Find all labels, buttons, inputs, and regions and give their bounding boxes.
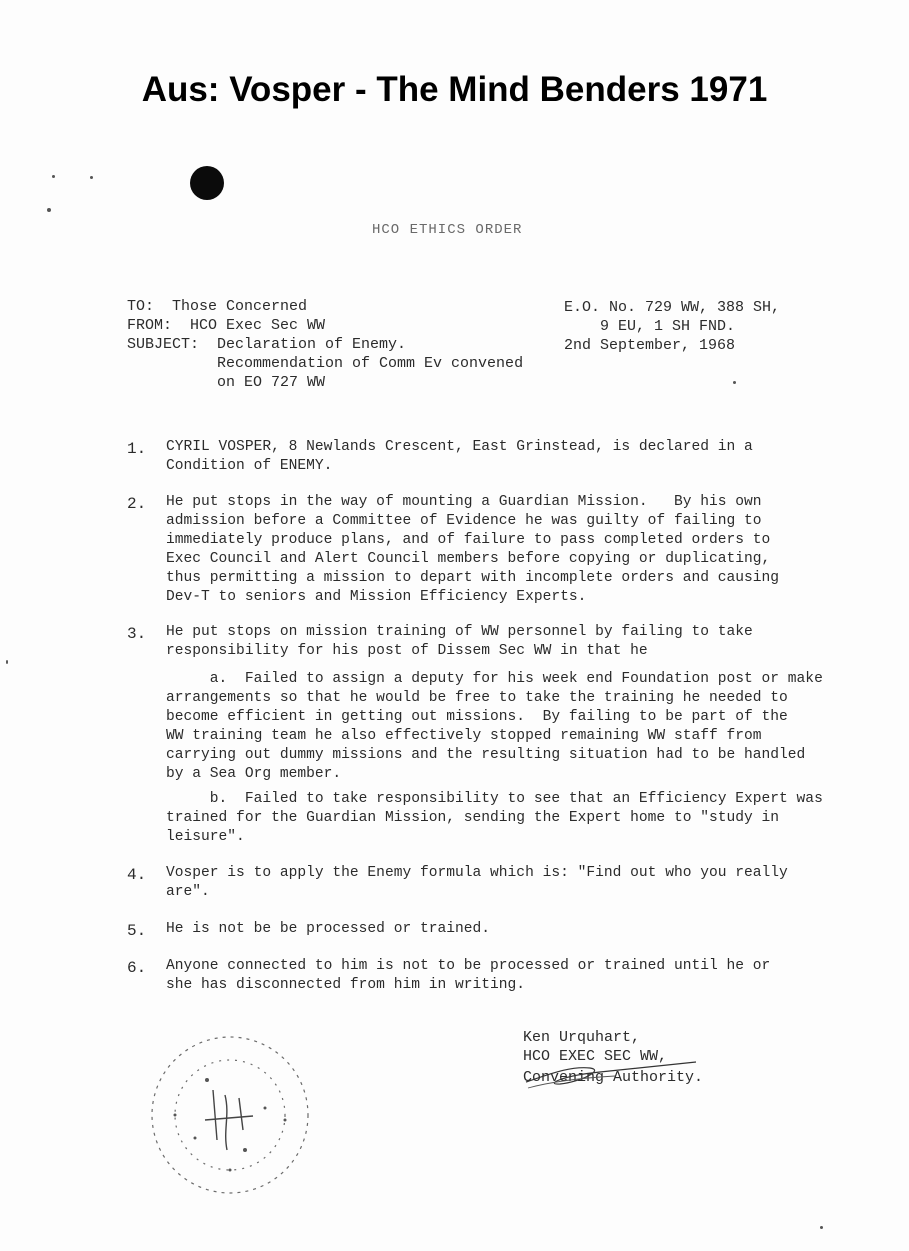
paragraph-number: 3. xyxy=(127,625,147,643)
memo-header-left xyxy=(127,297,523,392)
paragraph-5 xyxy=(166,920,490,939)
paragraph-4 xyxy=(166,864,788,902)
punch-hole xyxy=(190,166,224,200)
speck xyxy=(820,1226,823,1229)
text-line: by a Sea Org member. xyxy=(166,766,342,782)
order-title: HCO ETHICS ORDER xyxy=(372,222,523,238)
text-line: leisure". xyxy=(166,829,245,845)
text-line: Vosper is to apply the Enemy formula which is: "Find out who you really xyxy=(166,865,788,881)
text-line: WW training team he also effectively stopped remaining WW staff from xyxy=(166,728,762,744)
memo-header-right xyxy=(564,298,780,355)
text-line: CYRIL VOSPER, 8 Newlands Crescent, East Grinstead, is declared in a xyxy=(166,439,753,455)
text-line: are". xyxy=(166,884,210,900)
text-line: immediately produce plans, and of failure to pass completed orders to xyxy=(166,532,771,548)
seal-stamp xyxy=(135,1020,325,1200)
subject-line-3: on EO 727 WW xyxy=(127,374,326,391)
paragraph-3b xyxy=(166,790,823,847)
subject-line: SUBJECT: Declaration of Enemy. xyxy=(127,336,407,353)
eo-number-2: 9 EU, 1 SH FND. xyxy=(564,318,736,335)
text-line: Condition of ENEMY. xyxy=(166,458,333,474)
text-line: Exec Council and Alert Council members before copying or duplicating, xyxy=(166,551,771,567)
text-line: Anyone connected to him is not to be processed or trained until he or xyxy=(166,958,771,974)
speck xyxy=(733,381,736,384)
text-line: Dev-T to seniors and Mission Efficiency Experts. xyxy=(166,589,587,605)
speck xyxy=(52,175,55,178)
paragraph-2 xyxy=(166,493,779,607)
speck xyxy=(6,660,8,664)
paragraph-number: 6. xyxy=(127,959,147,977)
subject-line-2: Recommendation of Comm Ev convened xyxy=(127,355,524,372)
signatory-post: HCO EXEC SEC WW, xyxy=(523,1048,668,1065)
paragraph-3a xyxy=(166,670,823,784)
text-line: carrying out dummy missions and the resulting situation had to be handled xyxy=(166,747,806,763)
signatory-name: Ken Urquhart, xyxy=(523,1029,641,1046)
text-line: arrangements so that he would be free to take the training he needed to xyxy=(166,690,788,706)
to-line: TO: Those Concerned xyxy=(127,298,308,315)
order-date: 2nd September, 1968 xyxy=(564,337,736,354)
paragraph-3 xyxy=(166,623,753,661)
text-line: He put stops in the way of mounting a Guardian Mission. By his own xyxy=(166,494,762,510)
paragraph-number: 1. xyxy=(127,440,147,458)
eo-number: E.O. No. 729 WW, 388 SH, xyxy=(564,299,781,316)
text-line: admission before a Committee of Evidence he was guilty of failing to xyxy=(166,513,762,529)
text-line: trained for the Guardian Mission, sending the Expert home to "study in xyxy=(166,810,780,826)
signatory-role: Convening Authority. xyxy=(523,1069,704,1086)
text-line: she has disconnected from him in writing. xyxy=(166,977,526,993)
paragraph-1 xyxy=(166,438,753,476)
paragraph-number: 2. xyxy=(127,495,147,513)
text-line: responsibility for his post of Dissem Sec WW in that he xyxy=(166,643,648,659)
paragraph-6 xyxy=(166,957,770,995)
from-line: FROM: HCO Exec Sec WW xyxy=(127,317,326,334)
text-line: b. Failed to take responsibility to see that an Efficiency Expert was xyxy=(166,791,823,807)
speck xyxy=(90,176,93,179)
text-line: He is not be be processed or trained. xyxy=(166,921,491,937)
banner-title: Aus: Vosper - The Mind Benders 1971 xyxy=(141,70,768,109)
text-line: thus permitting a mission to depart with incomplete orders and causing xyxy=(166,570,780,586)
text-line: a. Failed to assign a deputy for his week end Foundation post or make xyxy=(166,671,823,687)
paragraph-number: 5. xyxy=(127,922,147,940)
handwritten-signature xyxy=(520,1052,700,1092)
text-line: become efficient in getting out missions. By failing to be part of the xyxy=(166,709,788,725)
text-line: He put stops on mission training of WW personnel by failing to take xyxy=(166,624,753,640)
paragraph-number: 4. xyxy=(127,866,147,884)
speck xyxy=(47,208,51,212)
